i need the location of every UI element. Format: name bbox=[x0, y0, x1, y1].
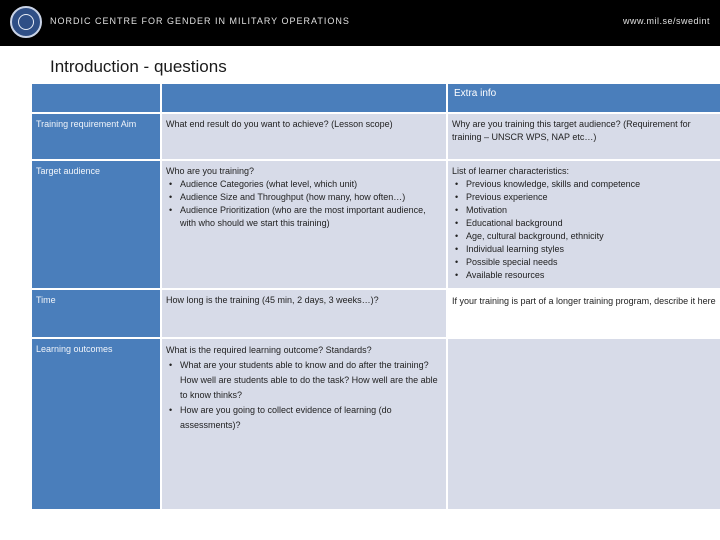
slide-title: Introduction - questions bbox=[50, 57, 227, 76]
extra-info-header: Extra info bbox=[448, 84, 720, 112]
organization-name: NORDIC CENTRE FOR GENDER IN MILITARY OPERATIONS bbox=[50, 16, 350, 26]
learner-characteristics-list bbox=[452, 178, 716, 282]
table-header-empty bbox=[162, 84, 446, 112]
organization-logo bbox=[10, 6, 42, 38]
question-learning-outcomes bbox=[162, 339, 446, 509]
question-text: Who are you training? bbox=[166, 166, 255, 176]
row-label-time: Time bbox=[32, 290, 160, 337]
list-item: • Audience Categories (what level, which unit) bbox=[166, 178, 442, 191]
list-item: • Available resources bbox=[452, 269, 716, 282]
questions-table bbox=[32, 84, 716, 513]
table-header-empty bbox=[32, 84, 160, 112]
website-url[interactable]: www.mil.se/swedint bbox=[622, 16, 710, 26]
list-item: • Previous experience bbox=[452, 191, 716, 204]
list-item: • Educational background bbox=[452, 217, 716, 230]
extra-learning-outcomes bbox=[448, 339, 720, 509]
question-text: What is the required learning outcome? Standards? bbox=[166, 345, 372, 355]
question-bullet-list bbox=[166, 178, 442, 230]
list-item: • Audience Prioritization (who are the most important audience, with who should we start this training) bbox=[166, 204, 442, 230]
list-item: • How are you going to collect evidence of learning (do assessments)? bbox=[166, 403, 442, 433]
list-item: • What are your students able to know and do after the training? How well are students able to do the task? How well are the able to know thinks? bbox=[166, 358, 442, 403]
question-training-aim: What end result do you want to achieve? (Lesson scope) bbox=[162, 114, 446, 159]
list-item: • Individual learning styles bbox=[452, 243, 716, 256]
extra-target-audience bbox=[448, 161, 720, 288]
extra-training-aim: Why are you training this target audience? (Requirement for training – UNSCR WPS, NAP etc…) bbox=[448, 114, 720, 159]
row-label-target-audience: Target audience bbox=[32, 161, 160, 288]
question-target-audience bbox=[162, 161, 446, 288]
question-bullet-list bbox=[166, 358, 442, 433]
question-time: How long is the training (45 min, 2 days, 3 weeks…)? bbox=[162, 290, 446, 337]
row-label-learning-outcomes: Learning outcomes bbox=[32, 339, 160, 509]
row-label-training-aim: Training requirement Aim bbox=[32, 114, 160, 159]
list-item: • Previous knowledge, skills and competence bbox=[452, 178, 716, 191]
extra-text: List of learner characteristics: bbox=[452, 166, 570, 176]
header-banner bbox=[0, 0, 720, 46]
list-item: • Age, cultural background, ethnicity bbox=[452, 230, 716, 243]
extra-time: If your training is part of a longer training program, describe it here bbox=[448, 290, 720, 337]
list-item: • Possible special needs bbox=[452, 256, 716, 269]
list-item: • Audience Size and Throughput (how many, how often…) bbox=[166, 191, 442, 204]
list-item: • Motivation bbox=[452, 204, 716, 217]
